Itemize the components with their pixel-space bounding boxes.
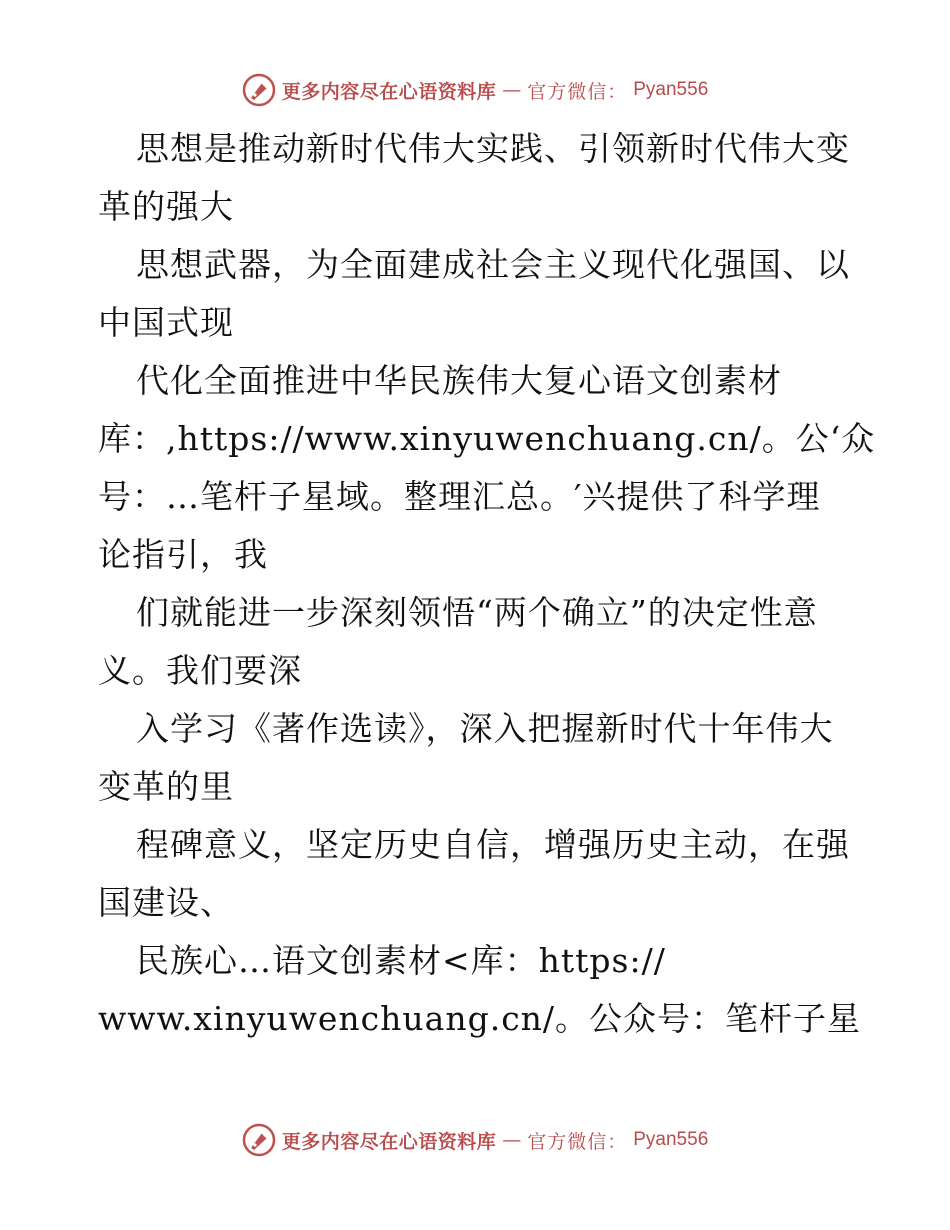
footer-brand-name: 更多内容尽在心语资料库	[281, 1130, 497, 1153]
body-line: 代化全面推进中华民族伟大复心语文创素材	[136, 361, 782, 400]
body-line: 程碑意义，坚定历史自信，增强历史主动，在强	[136, 825, 850, 864]
pen-nib-logo-icon	[242, 1123, 276, 1157]
header-wechat-label: 官方微信：	[527, 80, 628, 103]
page-header	[0, 70, 950, 110]
header-dash: —	[502, 79, 522, 101]
header-brand-name: 更多内容尽在心语资料库	[281, 80, 497, 103]
body-line: 们就能进一步深刻领悟“两个确立”的决定性意	[136, 593, 818, 632]
body-line: 号：…笔杆子星域。整理汇总。′兴提供了科学理	[98, 477, 821, 516]
body-line: 变革的里	[98, 767, 234, 806]
body-line: 中国式现	[98, 303, 234, 342]
body-line: 国建设、	[98, 883, 234, 922]
body-line: 思想武器，为全面建成社会主义现代化强国、以	[136, 245, 850, 284]
body-line: 革的强大	[98, 187, 234, 226]
document-body	[98, 120, 876, 1048]
footer-wechat-label: 官方微信：	[527, 1130, 628, 1153]
footer-brand	[242, 1123, 709, 1157]
body-line: 民族心…语文创素材<库：https://	[136, 941, 666, 980]
body-line: 入学习《著作选读》，深入把握新时代十年伟大	[136, 709, 834, 748]
page-footer	[0, 1120, 950, 1160]
body-line: www.xinyuwenchuang.cn/。公众号：笔杆子星	[98, 999, 862, 1038]
body-line: 论指引，我	[98, 535, 268, 574]
footer-dash: —	[502, 1129, 522, 1151]
pen-nib-logo-icon	[242, 73, 276, 107]
footer-wechat-id: Pyan556	[633, 1129, 709, 1150]
header-wechat-id: Pyan556	[633, 79, 709, 100]
body-line: 库：,https://www.xinyuwenchuang.cn/。公‘众	[98, 419, 876, 458]
header-brand	[242, 73, 709, 107]
body-line: 思想是推动新时代伟大实践、引领新时代伟大变	[136, 129, 850, 168]
body-line: 义。我们要深	[98, 651, 302, 690]
